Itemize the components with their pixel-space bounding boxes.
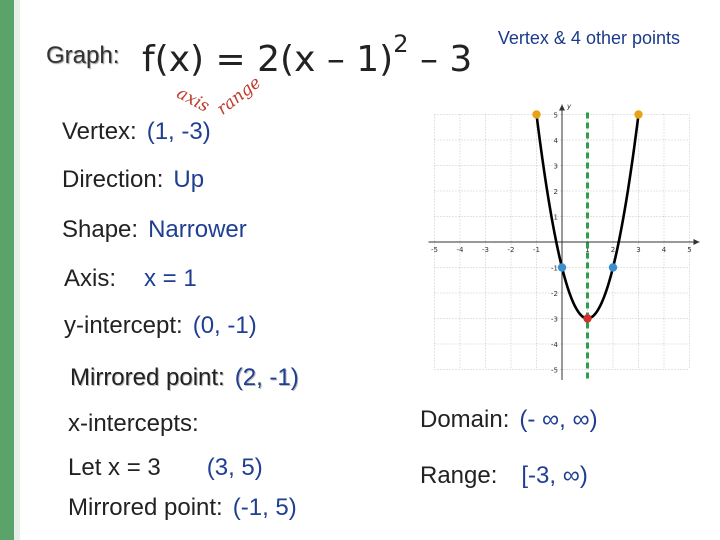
let-x-label: Let x = 3	[68, 454, 161, 481]
x-tick-label: -5	[431, 246, 438, 254]
handwritten-axis-note: axis	[173, 83, 213, 117]
shape-row	[62, 216, 247, 244]
coordinate-plane	[428, 100, 700, 380]
y-tick-label: -3	[551, 315, 558, 324]
range-row	[420, 462, 588, 490]
function-equation	[142, 30, 473, 80]
plotted-point	[609, 263, 617, 271]
x-tick-label: 2	[610, 246, 616, 254]
x-tick-label: -1	[533, 246, 540, 254]
mirrored-point-value-2: (-1, 5)	[232, 494, 297, 521]
mirrored-point-label-1: Mirrored point:	[70, 364, 225, 391]
x-tick-label: 5	[687, 246, 692, 254]
x-tick-label: 1	[585, 246, 590, 254]
domain-label: Domain:	[420, 406, 510, 433]
y-tick-label: 2	[553, 188, 558, 196]
handwritten-range-note: range	[213, 72, 265, 120]
y-tick-label: -1	[551, 264, 558, 273]
axis-value: x = 1	[144, 265, 197, 292]
direction-row	[62, 166, 204, 194]
range-label: Range:	[420, 462, 498, 489]
shape-value: Narrower	[148, 216, 247, 243]
left-accent-bar	[0, 0, 14, 540]
y-intercept-row	[64, 312, 257, 340]
y-tick-label: -4	[551, 341, 558, 349]
function-main: f(x) = 2(x – 1)	[142, 39, 394, 80]
direction-label: Direction:	[62, 166, 164, 193]
y-axis-label: y	[567, 102, 572, 111]
y-intercept-value: (0, -1)	[192, 312, 257, 339]
y-axis-arrow	[559, 105, 565, 111]
plotted-point	[583, 314, 591, 322]
x-intercepts-row	[68, 410, 199, 438]
axis-row	[64, 265, 197, 293]
x-tick-label: -3	[482, 246, 489, 254]
slide-subtitle: Vertex & 4 other points	[497, 28, 680, 48]
graph-label: Graph:	[46, 42, 120, 69]
x-axis-arrow	[694, 239, 700, 245]
let-x-row	[68, 454, 263, 482]
vertex-value: (1, -3)	[146, 118, 211, 145]
mirrored-point-row-1	[70, 364, 299, 392]
shape-label: Shape:	[62, 216, 139, 243]
x-tick-label: 3	[636, 246, 641, 254]
axes	[429, 103, 700, 381]
y-tick-label: 5	[553, 111, 558, 120]
axis-label: Axis:	[64, 265, 117, 292]
tick-labels	[431, 112, 692, 375]
y-tick-label: 1	[553, 213, 558, 222]
mirrored-point-value-1: (2, -1)	[234, 364, 299, 391]
mirrored-point-row-2	[68, 494, 297, 522]
vertex-label: Vertex:	[62, 118, 137, 145]
y-tick-label: -5	[551, 366, 558, 375]
y-intercept-label: y-intercept:	[64, 312, 183, 339]
range-value: [-3, ∞)	[521, 462, 588, 489]
vertex-row	[62, 118, 211, 146]
plotted-point	[634, 110, 642, 118]
x-tick-label: -2	[507, 246, 515, 254]
function-constant: – 3	[408, 39, 473, 80]
domain-value: (- ∞, ∞)	[519, 406, 598, 433]
domain-row	[420, 406, 598, 434]
let-x-value: (3, 5)	[206, 454, 263, 481]
left-accent-stripe	[14, 0, 20, 540]
y-tick-label: 3	[553, 162, 558, 171]
y-tick-label: -2	[551, 290, 558, 298]
direction-value: Up	[173, 166, 205, 193]
mirrored-point-label-2: Mirrored point:	[68, 494, 223, 521]
x-intercepts-label: x-intercepts:	[68, 410, 199, 437]
x-tick-label: 4	[661, 246, 667, 254]
plotted-point	[532, 110, 540, 118]
y-tick-label: 4	[553, 137, 558, 145]
plotted-point	[558, 263, 566, 271]
function-exponent: 2	[393, 30, 409, 58]
x-tick-label: -4	[456, 246, 464, 254]
